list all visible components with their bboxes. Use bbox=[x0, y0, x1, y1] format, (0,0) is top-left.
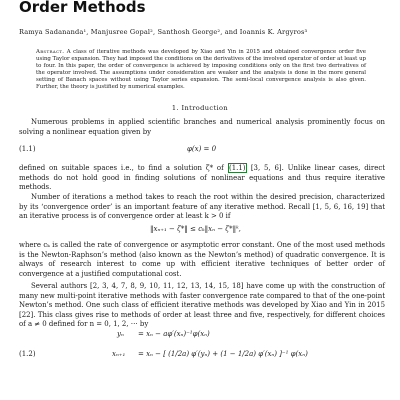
equation-reference-link[interactable]: (1.1) bbox=[229, 164, 246, 172]
abstract-label: Abstract. bbox=[36, 49, 65, 55]
equation-number: (1.2) bbox=[19, 350, 36, 358]
equation-lhs: yₙ bbox=[117, 330, 124, 338]
equation-number: (1.1) bbox=[19, 145, 36, 153]
intro-paragraph-2 bbox=[19, 164, 385, 193]
abstract bbox=[36, 49, 366, 91]
paragraph-text: defined on suitable spaces i.e., to find a solution ζ* of bbox=[19, 164, 228, 172]
equation-expression: φ(x) = 0 bbox=[187, 145, 217, 153]
paper-title: Order Methods bbox=[19, 0, 146, 16]
equation-expression: ‖xₙ₊₁ − ζ*‖ ≤ cₖ‖xₙ − ζ*‖ᵏ, bbox=[150, 225, 241, 233]
equation-lhs: xₙ₊₁ bbox=[112, 350, 126, 358]
equation-rhs: = xₙ − aφ′(xₙ)⁻¹φ(xₙ) bbox=[138, 330, 210, 338]
paragraph-text: [3, 5, 6]. Unlike linear cases, direct methods do not hold good in finding solutions of nonlinear equations and thus require iterative methods. bbox=[19, 164, 385, 192]
intro-paragraph-3: Number of iterations a method takes to reach the root within the desired precision, characterized by its ‘convergence order’ is an important feature of any iterative method. Recall [1, 5, 6, 16, 19] that an iterative process is of convergence order at least k > 0 if bbox=[19, 193, 385, 221]
intro-paragraph-5: Several authors [2, 3, 4, 7, 8, 9, 10, 11, 12, 13, 14, 15, 18] have come up with the construction of many new multi-point iterative methods with faster convergence rate compared to that of the one-point Newton’s method. One such class of efficient iterative methods was developed by Xiao and Yin in 2015 [22]. This class gives rise to methods of order at least three and five, respectively, for different choices of a ≠ 0 defined for n = 0, 1, 2, ⋯ by bbox=[19, 282, 385, 329]
intro-paragraph-4: where cₖ is called the rate of convergence or asymptotic error constant. One of the most used methods is the Newton-Raphson’s method (also known as the Newton’s method) of quadratic convergence. It is always of research interest to come up with efficient iterative techniques of better order of convergence at a justified computational cost. bbox=[19, 241, 385, 278]
equation-rhs: = xₙ − [ (1/2a) φ′(yₙ) + (1 − 1/2a) φ′(xₙ) ]⁻¹ φ(xₙ) bbox=[138, 350, 308, 358]
author-list: Ramya Sadananda¹, Manjusree Gopal², Santhosh George², and Ioannis K. Argyros³ bbox=[19, 28, 308, 36]
section-heading: 1. Introduction bbox=[171, 104, 229, 112]
intro-paragraph-1: Numerous problems in applied scientific branches and numerical analysis prominently focus on solving a nonlinear equation given by bbox=[19, 118, 385, 136]
abstract-text: A class of iterative methods was developed by Xiao and Yin in 2015 and obtained convergence order five using Taylor expansion. They had imposed the conditions on the derivatives of the involved operator of order at least up to four. In this paper, the order of convergence is achieved by imposing conditions only on the first two derivatives of the operator involved. The assumptions under consideration are weaker and the analysis is done in the more general setting of Banach spaces without using Taylor series expansion. The semi-local convergence analysis is also given. Further, the theory is justified by numerical examples. bbox=[36, 49, 366, 91]
